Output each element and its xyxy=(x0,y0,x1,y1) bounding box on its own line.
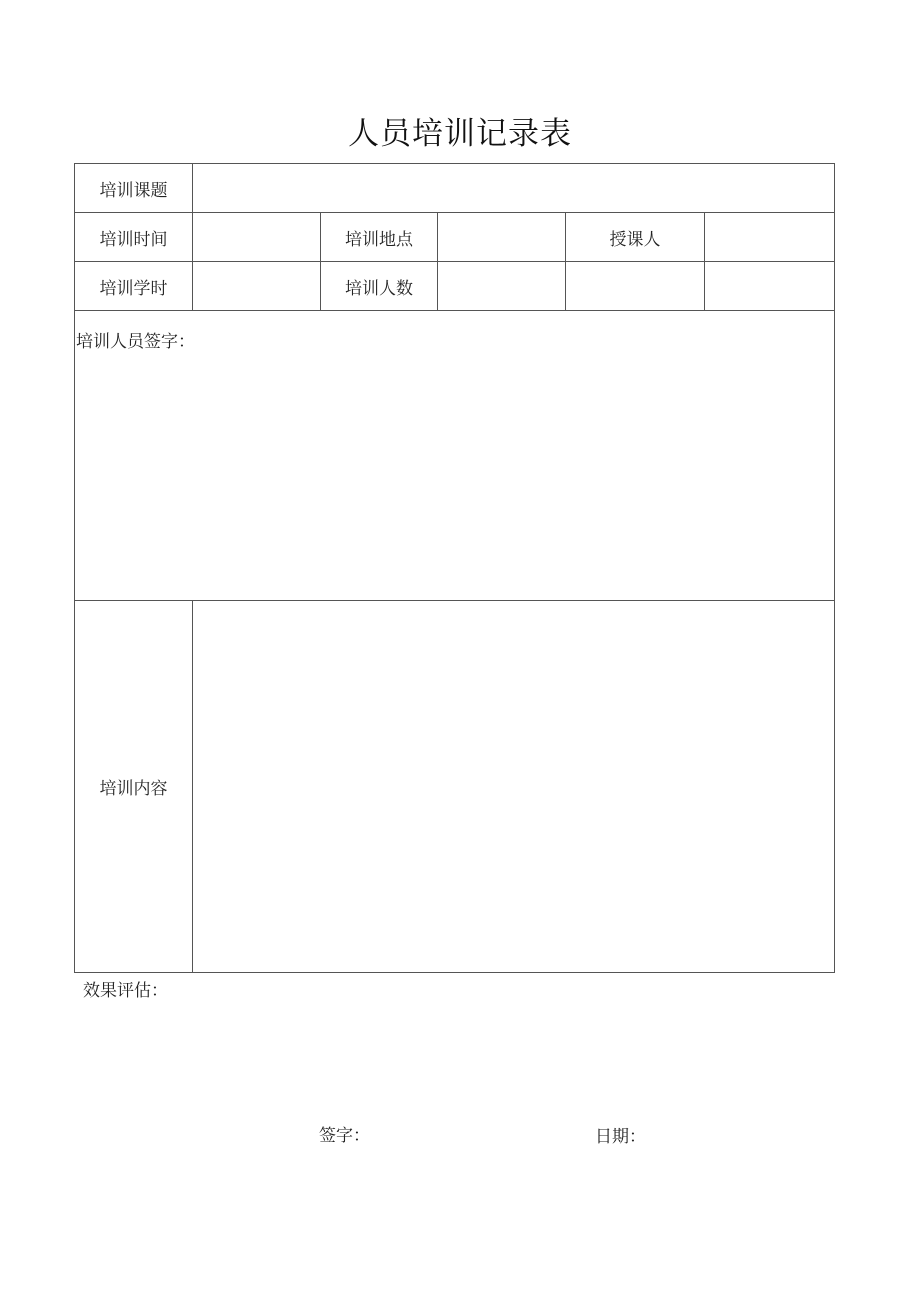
content-value-cell[interactable] xyxy=(193,601,835,973)
location-value-cell[interactable] xyxy=(438,213,566,262)
evaluation-label: 效果评估： xyxy=(83,981,168,1001)
table-row-time xyxy=(75,213,835,262)
time-label: 培训时间 xyxy=(75,213,193,262)
lecturer-value-cell[interactable] xyxy=(705,213,835,262)
table-row-hours xyxy=(75,262,835,311)
topic-value-cell[interactable] xyxy=(193,164,835,213)
time-value-cell[interactable] xyxy=(193,213,321,262)
hours-label: 培训学时 xyxy=(75,262,193,311)
signature-cell[interactable] xyxy=(75,311,835,601)
empty-cell xyxy=(566,262,705,311)
sign-label: 签字： xyxy=(319,1126,370,1146)
count-value-cell[interactable] xyxy=(438,262,566,311)
hours-value-cell[interactable] xyxy=(193,262,321,311)
table-row-signature xyxy=(75,311,835,601)
training-record-table xyxy=(74,163,835,973)
empty-cell xyxy=(705,262,835,311)
lecturer-label: 授课人 xyxy=(566,213,705,262)
page-title: 人员培训记录表 xyxy=(348,116,572,152)
location-label: 培训地点 xyxy=(321,213,438,262)
table-row-topic xyxy=(75,164,835,213)
signature-label: 培训人员签字： xyxy=(76,332,195,352)
count-label: 培训人数 xyxy=(321,262,438,311)
topic-label: 培训课题 xyxy=(75,164,193,213)
table-row-content xyxy=(75,601,835,973)
content-label: 培训内容 xyxy=(75,601,193,973)
date-label: 日期： xyxy=(595,1127,646,1147)
